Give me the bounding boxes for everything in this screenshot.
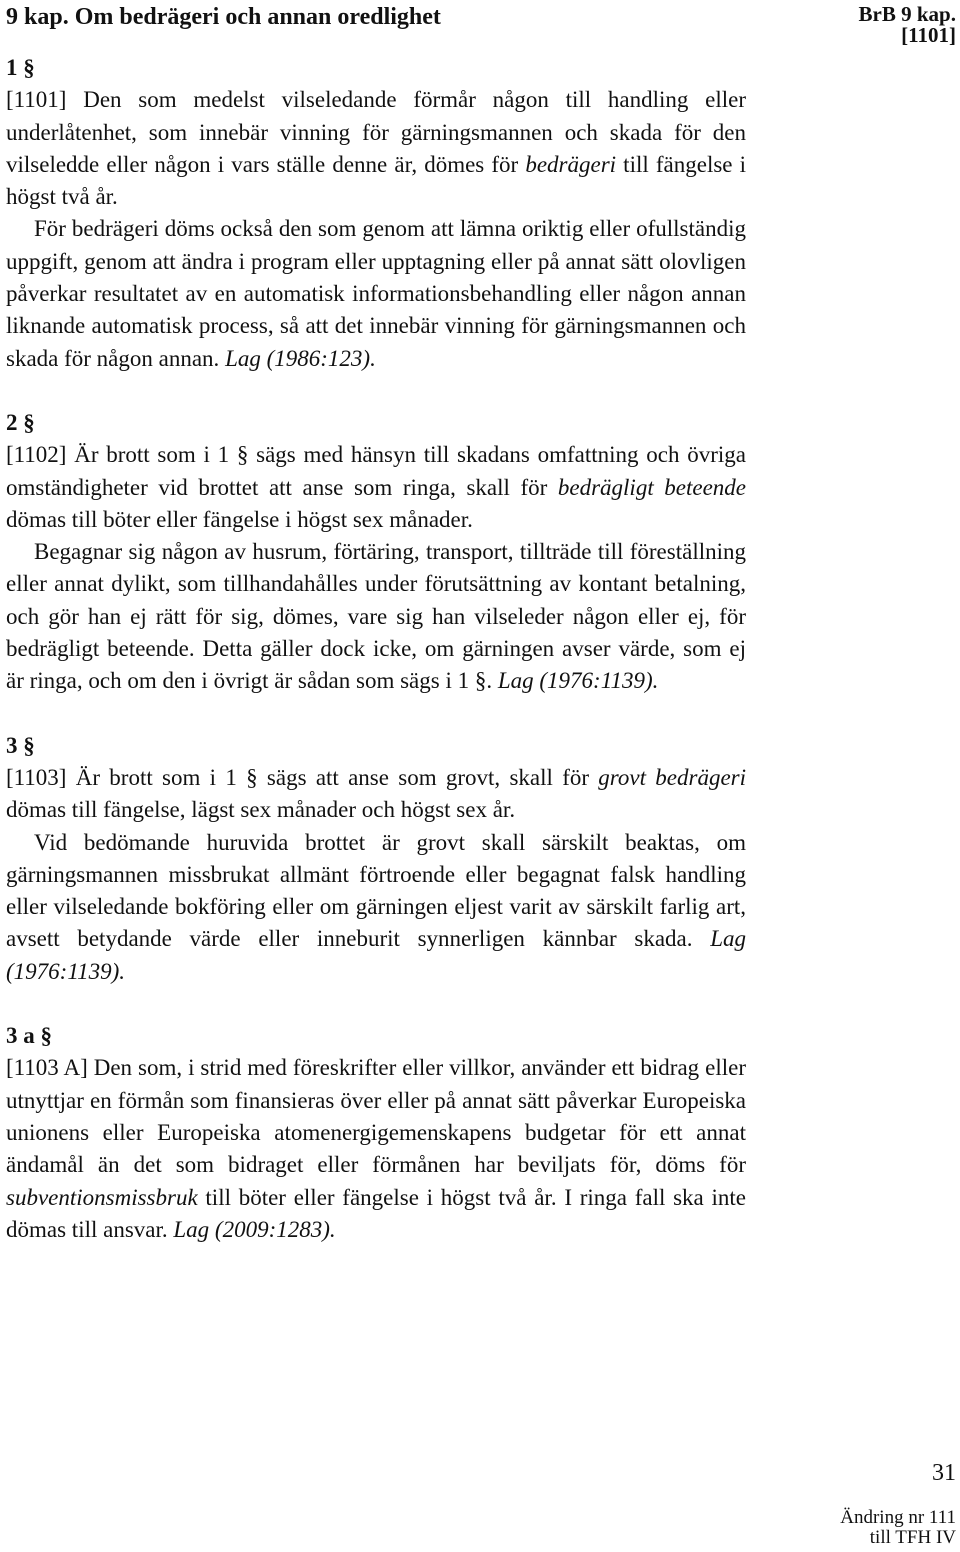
section-paragraph: [1102] Är brott som i 1 § sägs med hänsyn till skadans omfattning och övriga omständigheter vid brottet att anse som ringa, skall för bedrägligt beteende dömas till böter eller fängelse i högst sex månader. (6, 442, 747, 532)
running-header (859, 4, 956, 46)
page-number: 31 (932, 1460, 956, 1486)
section-paragraph: [1103] Är brott som i 1 § sägs att anse som grovt, skall för grovt bedrägeri dömas till fängelse, lägst sex månader och högst sex år. (6, 764, 746, 823)
emphasized-term: subventionsmissbruk (6, 1184, 198, 1210)
law-reference: Lag (1976:1139). (6, 926, 746, 984)
section-paragraph: [1101] Den som medelst vilseledande förmår någon till handling eller underlåtenhet, som innebär vinning för gärningsmannen och skada för den vilseledde eller någon i vars ställe denne är, dömes för bedrägeri till fängelse i högst två år. (6, 87, 747, 210)
section-paragraph: Begagnar sig någon av husrum, förtäring, transport, tillträde till föreställning eller annat dylikt, som tillhandahålles under förutsättning av kontant betalning, och gör han ej rätt för sig, dömes, vare sig han vilseleder någon eller ej, för bedrägligt beteende. Detta gäller dock icke, om gärningen avser värde, som ej är ringa, och om den i övrigt är sådan som sägs i 1 §. Lag (1976:1139). (6, 539, 746, 694)
footer (840, 1508, 956, 1548)
law-reference: Lag (2009:1283). (173, 1216, 336, 1242)
emphasized-term: bedrägeri (525, 151, 617, 177)
footer-amendment: Ändring nr 111 (840, 1507, 956, 1528)
law-reference: Lag (1976:1139). (497, 668, 659, 694)
section-heading: 3 a § (6, 1023, 52, 1049)
header-paragraph-ref: [1101] (901, 23, 956, 47)
section-heading: 3 § (6, 732, 35, 758)
section-heading: 2 § (6, 409, 35, 435)
section-heading: 1 § (6, 55, 35, 80)
section-paragraph: För bedrägeri döms också den som genom att lämna oriktig eller ofullständig uppgift, genom att ändra i program eller upptagning eller på annat sätt olovligen påverkar resultatet av en automatisk informationsbehandling eller någon annan liknande automatisk process, så att det innebär vinning för gärningsmannen och skada för någon annan. Lag (1986:123). (6, 216, 746, 371)
law-reference: Lag (1986:123). (225, 345, 376, 371)
header-chapter-ref: BrB 9 kap. (858, 2, 956, 26)
footer-publication: till TFH IV (869, 1527, 956, 1548)
section-paragraph: [1103 A] Den som, i strid med föreskrifter eller villkor, använder ett bidrag eller utnyttjar en förmån som finansieras över eller på annat sätt påverkar Europeiska unionens eller Europeiska atomenergigemenskapens budgetar för ett annat ändamål än det som bidraget eller förmånen har beviljats för, döms för subventionsmissbruk till böter eller fängelse i högst två år. I ringa fall ska inte dömas till ansvar. Lag (2009:1283). (6, 1055, 746, 1242)
chapter-title: 9 kap. Om bedrägeri och annan oredlighet (6, 4, 441, 30)
emphasized-term: bedrägligt beteende (557, 474, 747, 500)
document-body (6, 52, 746, 1246)
emphasized-term: grovt bedrägeri (598, 764, 746, 790)
section-paragraph: Vid bedömande huruvida brottet är grovt skall särskilt beaktas, om gärningsmannen missbrukat allmänt förtroende eller begagnat falsk handling eller vilseledande bokföring eller om gärningen eljest varit av särskilt farlig art, avsett betydande värde eller inneburit synnerligen kännbar skada. Lag (1976:1139). (6, 829, 746, 984)
